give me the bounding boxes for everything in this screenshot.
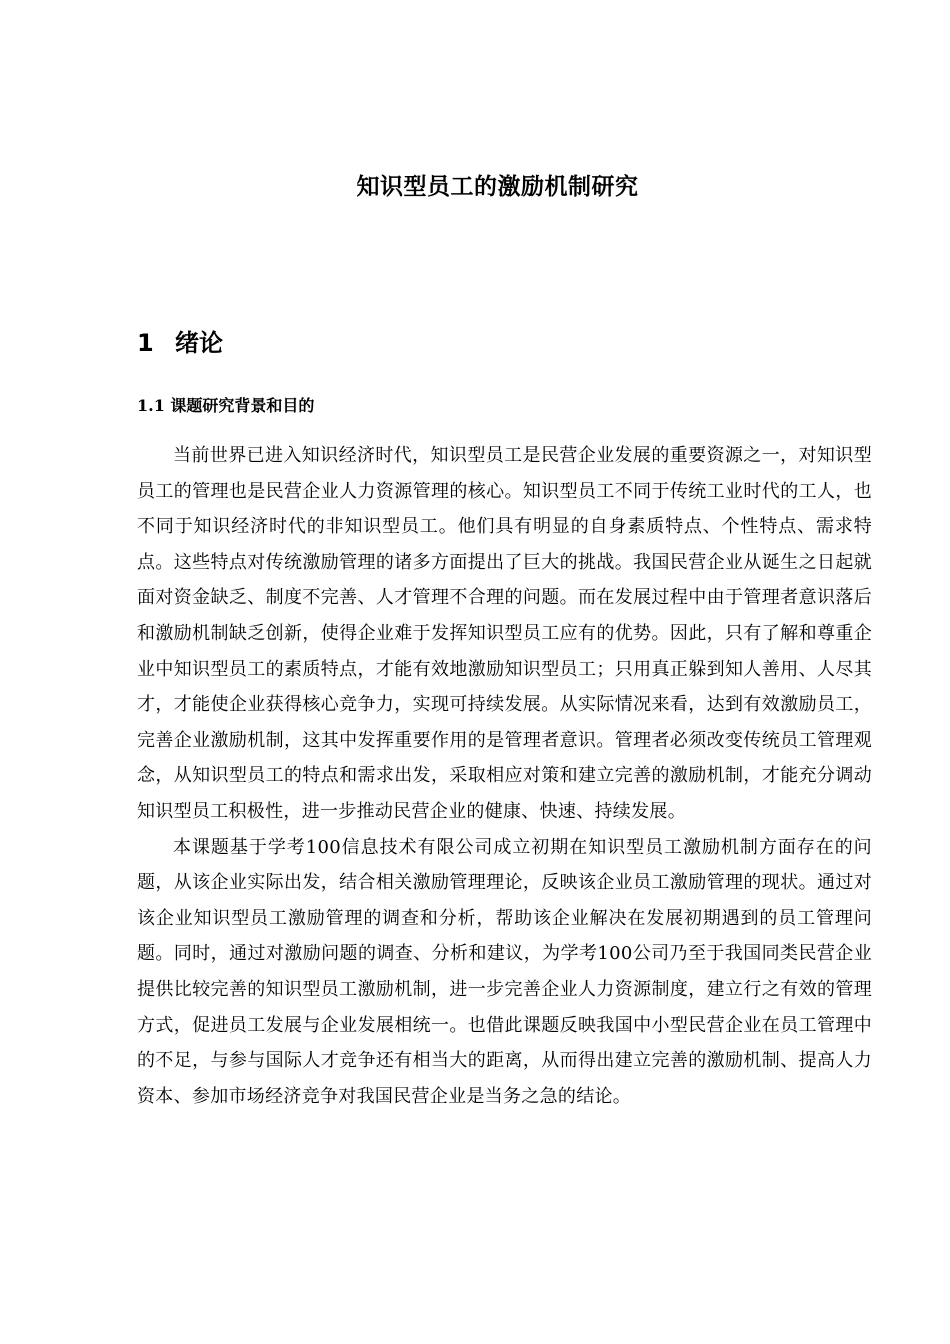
chapter-heading: [137, 326, 223, 360]
section-heading: 1.1 课题研究背景和目的: [137, 396, 315, 415]
document-title: 知识型员工的激励机制研究: [356, 174, 639, 200]
paragraph-2: 本课题基于学考100信息技术有限公司成立初期在知识型员工激励机制方面存在的问题，从该企业实际出发，结合相关激励管理理论，反映该企业员工激励管理的现状。通过对该企业知识型员工激励管理的调查和分析，帮助该企业解决在发展初期遇到的员工管理问题。同时，通过对激励问题的调查、分析和建议，为学考100公司乃至于我国同类民营企业提供比较完善的知识型员工激励机制，进一步完善企业人力资源制度，建立行之有效的管理方式，促进员工发展与企业发展相统一。也借此课题反映我国中小型民营企业在员工管理中的不足，与参与国际人才竞争还有相当大的距离，从而得出建立完善的激励机制、提高人力资本、参加市场经济竞争对我国民营企业是当务之急的结论。: [137, 836, 872, 1107]
chapter-number: 1: [137, 329, 154, 357]
chapter-title: 绪论: [175, 329, 223, 357]
paragraph-1: 当前世界已进入知识经济时代，知识型员工是民营企业发展的重要资源之一，对知识型员工的管理也是民营企业人力资源管理的核心。知识型员工不同于传统工业时代的工人，也不同于知识经济时代的非知识型员工。他们具有明显的自身素质特点、个性特点、需求特点。这些特点对传统激励管理的诸多方面提出了巨大的挑战。我国民营企业从诞生之日起就面对资金缺乏、制度不完善、人才管理不合理的问题。而在发展过程中由于管理者意识落后和激励机制缺乏创新，使得企业难于发挥知识型员工应有的优势。因此，只有了解和尊重企业中知识型员工的素质特点，才能有效地激励知识型员工；只用真正躲到知人善用、人尽其才，才能使企业获得核心竞争力，实现可持续发展。从实际情况来看，达到有效激励员工，完善企业激励机制，这其中发挥重要作用的是管理者意识。管理者必须改变传统员工管理观念，从知识型员工的特点和需求出发，采取相应对策和建立完善的激励机制，才能充分调动知识型员工积极性，进一步推动民营企业的健康、快速、持续发展。: [137, 445, 872, 822]
body-text: [137, 438, 872, 1114]
